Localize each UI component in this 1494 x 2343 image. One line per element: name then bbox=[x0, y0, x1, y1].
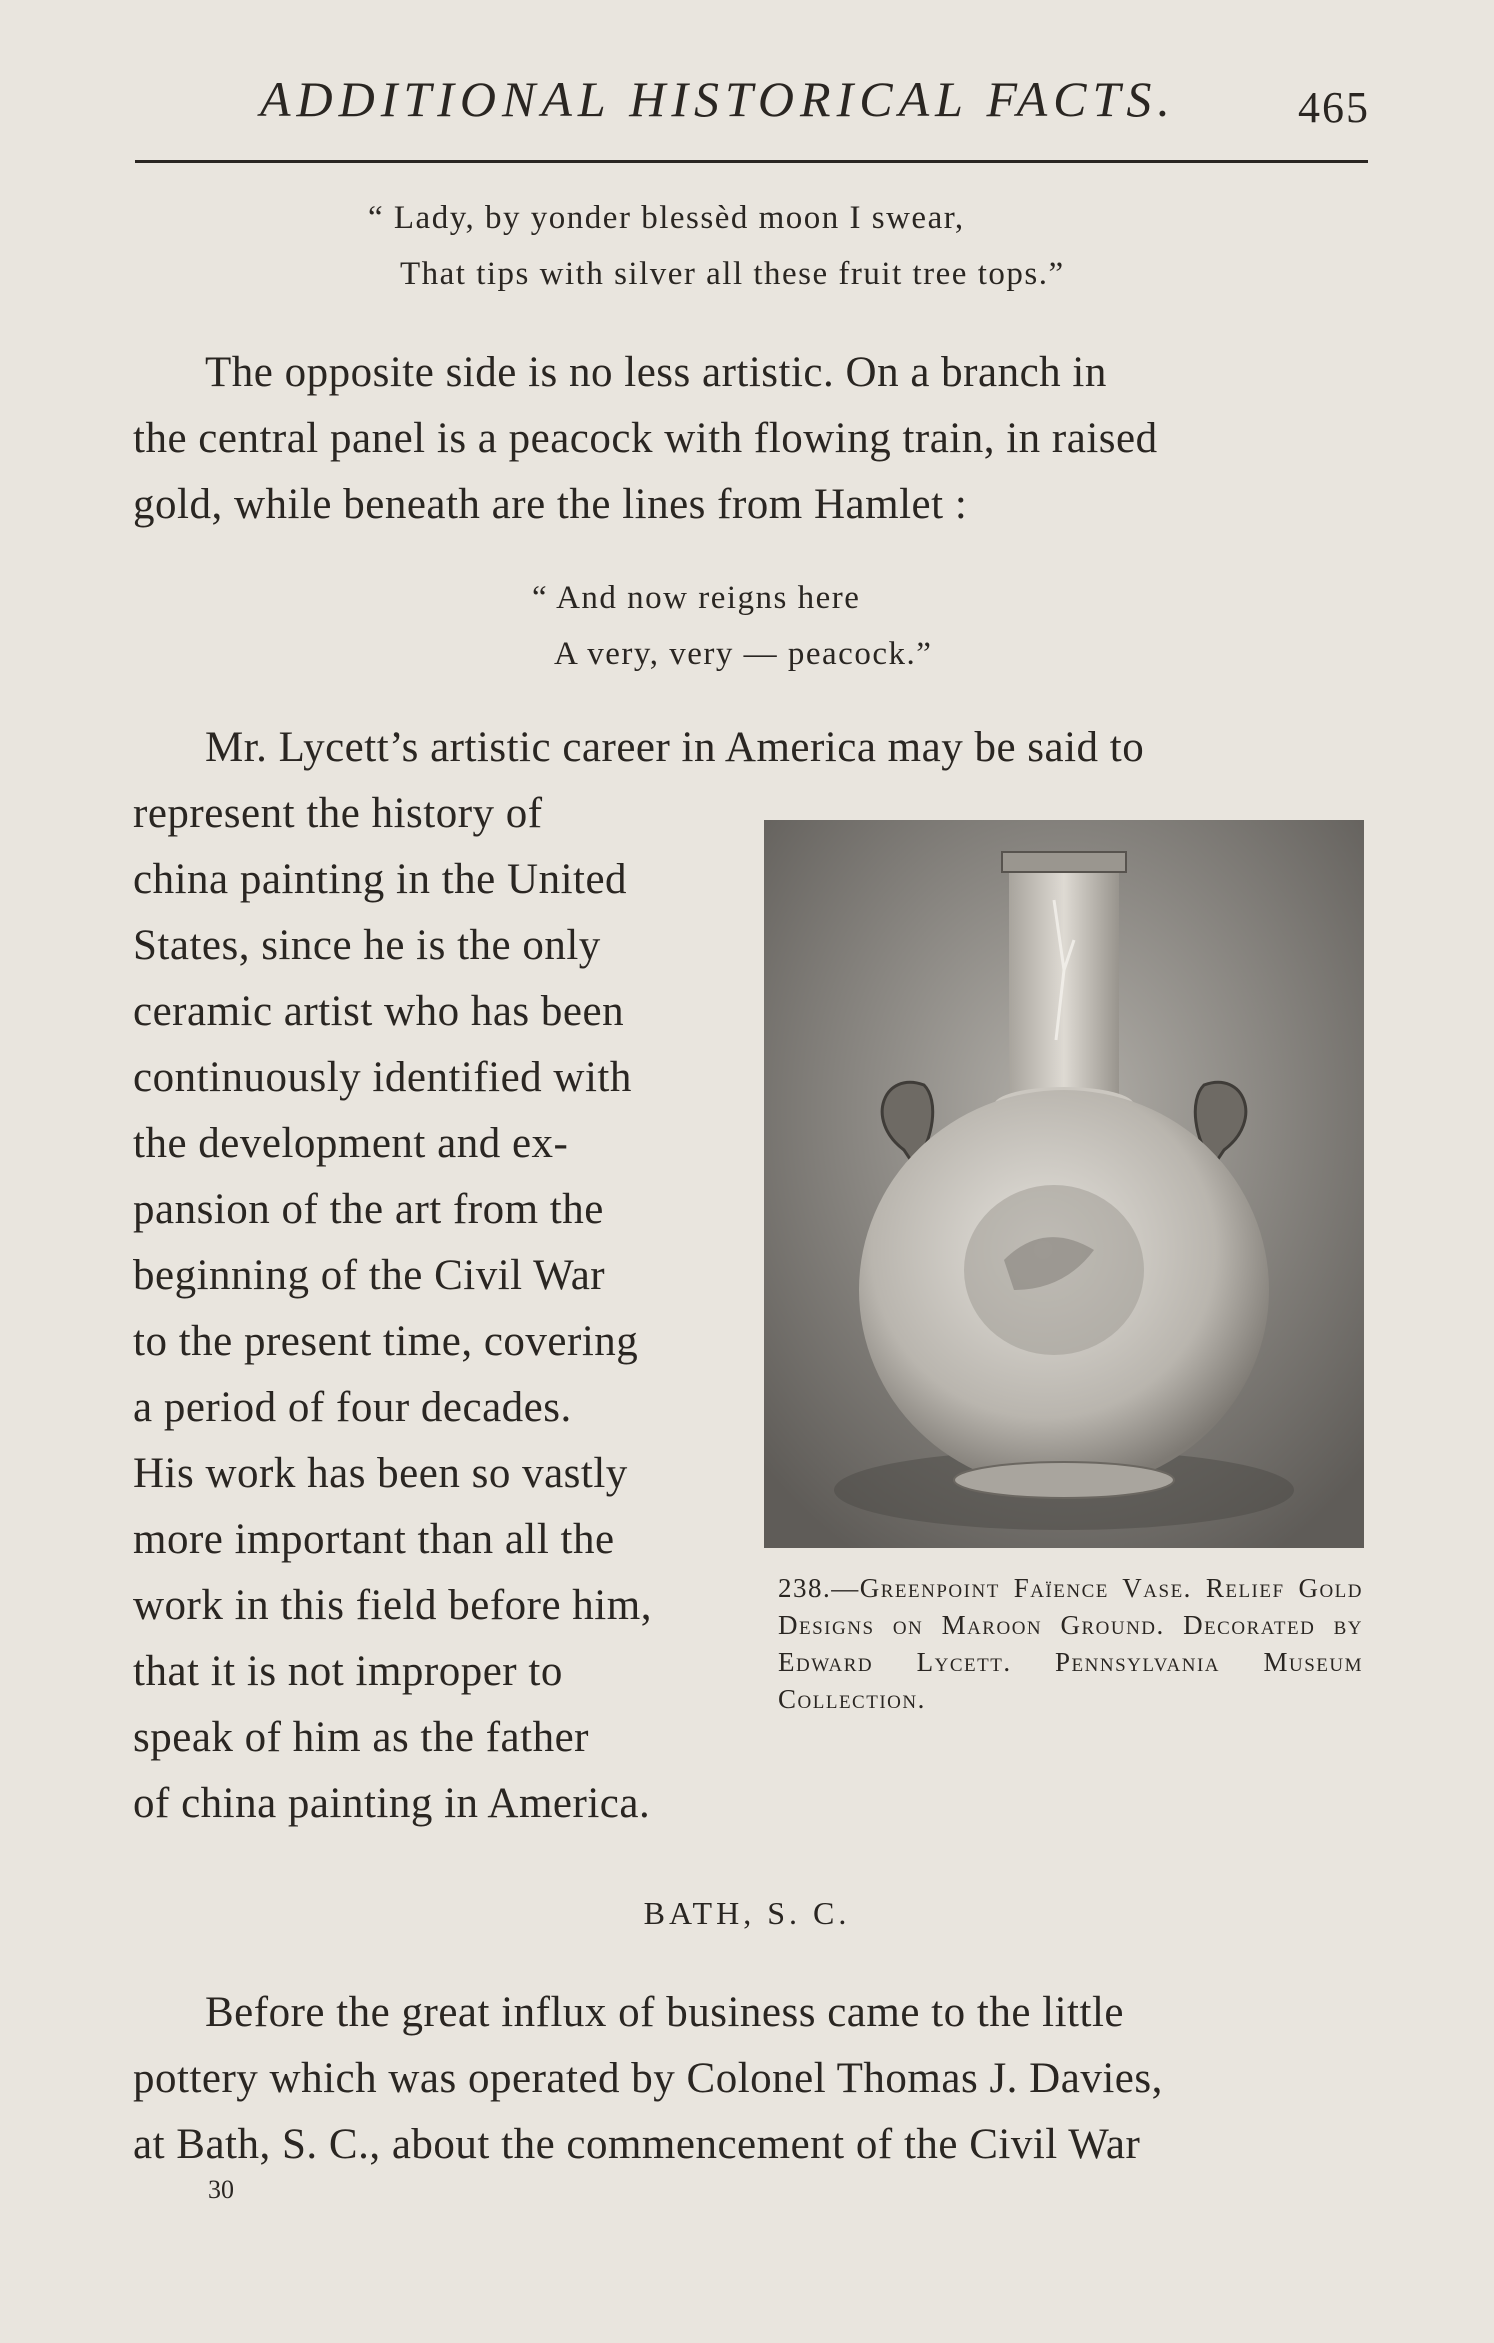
para-line: of china painting in America. bbox=[133, 1780, 651, 1827]
quote-line: “ Lady, by yonder blessèd moon I swear, bbox=[368, 200, 965, 236]
paragraph-peacock bbox=[133, 340, 1366, 538]
para-line: His work has been so vastly bbox=[133, 1450, 628, 1497]
header-rule bbox=[135, 160, 1368, 163]
para-line: that it is not improper to bbox=[133, 1648, 563, 1695]
para-line: States, since he is the only bbox=[133, 922, 601, 969]
para-line: the central panel is a peacock with flowing train, in raised bbox=[133, 415, 1158, 462]
para-line: more important than all the bbox=[133, 1516, 615, 1563]
section-heading: BATH, S. C. bbox=[643, 1895, 851, 1931]
page-number: 465 bbox=[1298, 83, 1370, 132]
para-line: pansion of the art from the bbox=[133, 1186, 604, 1233]
para-line: Before the great influx of business came to the little bbox=[205, 1989, 1124, 2036]
figure-caption: 238.—Greenpoint Faïence Vase. Relief Gold Designs on Maroon Ground. Decorated by Edward Lycett. Pennsylvania Museum Collection. bbox=[778, 1573, 1363, 1714]
quote-line: “ And now reigns here bbox=[532, 580, 861, 616]
para-line: a period of four decades. bbox=[133, 1384, 572, 1431]
para-line: china painting in the United bbox=[133, 856, 628, 903]
para-line: the development and ex- bbox=[133, 1120, 569, 1167]
para-line: beginning of the Civil War bbox=[133, 1252, 606, 1299]
page-header bbox=[130, 70, 1370, 160]
para-column bbox=[133, 781, 725, 1837]
para-line: Mr. Lycett’s artistic career in America may be said to bbox=[205, 724, 1145, 771]
para-line: represent the history of bbox=[133, 790, 543, 837]
para-line: pottery which was operated by Colonel Thomas J. Davies, bbox=[133, 2055, 1163, 2102]
vase-illustration bbox=[764, 820, 1364, 1548]
quote-line: That tips with silver all these fruit tree tops.” bbox=[400, 256, 1065, 292]
para-line: to the present time, covering bbox=[133, 1318, 639, 1365]
paragraph-bath bbox=[133, 1980, 1366, 2178]
signature-mark: 30 bbox=[208, 2175, 234, 2204]
para-line: work in this field before him, bbox=[133, 1582, 652, 1629]
para-line: at Bath, S. C., about the commencement of the Civil War bbox=[133, 2121, 1141, 2168]
para-line: speak of him as the father bbox=[133, 1714, 589, 1761]
para-line: The opposite side is no less artistic. On a branch in bbox=[205, 349, 1107, 396]
quote-line: A very, very — peacock.” bbox=[554, 636, 933, 672]
quote-romeo bbox=[368, 190, 1065, 302]
para-line: gold, while beneath are the lines from Hamlet : bbox=[133, 481, 968, 528]
quote-hamlet bbox=[532, 570, 932, 682]
para-line: ceramic artist who has been bbox=[133, 988, 625, 1035]
vase-photograph bbox=[764, 820, 1364, 1548]
para-line: continuously identified with bbox=[133, 1054, 632, 1101]
running-title: ADDITIONAL HISTORICAL FACTS. bbox=[260, 71, 1176, 127]
